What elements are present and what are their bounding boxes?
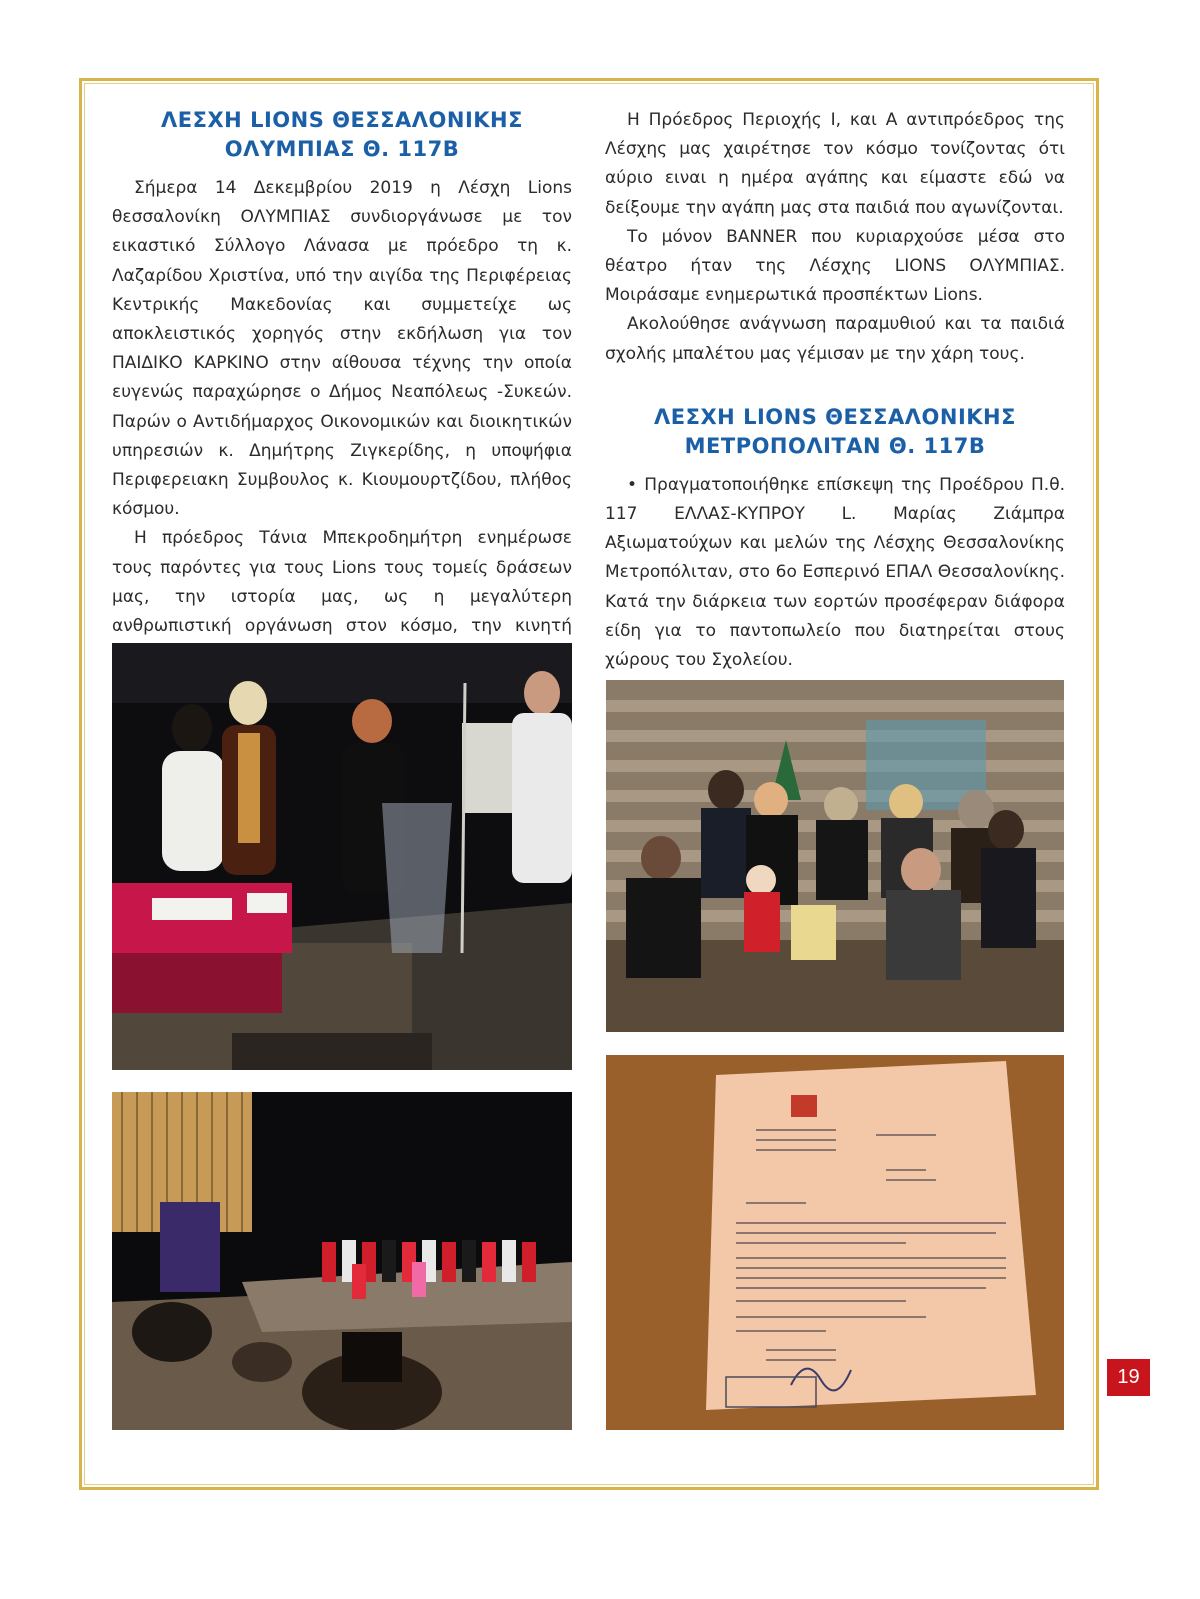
olympias-paragraph-5: Ακολούθησε ανάγνωση παραμυθιού και τα παιδιά σχολής μπαλέτου μας γέμισαν με την χάρη τους.	[605, 314, 1065, 364]
photo-children-performance	[112, 1092, 572, 1430]
photo-stage-speakers	[112, 643, 572, 1070]
olympias-heading	[112, 106, 572, 164]
metropolitan-heading-line1: ΛΕΣΧΗ LIONS ΘΕΣΣΑΛΟΝΙΚΗΣ	[654, 404, 1016, 429]
metropolitan-heading	[605, 403, 1065, 461]
olympias-paragraph-4: Το μόνον BANNER που κυριαρχούσε μέσα στο θέατρο ήταν της Λέσχης LIONS ΟΛΥΜΠΙΑΣ. Μοιράσαμε ενημερωτικά προσπέκτων Lions.	[605, 226, 1065, 306]
olympias-heading-line1: ΛΕΣΧΗ LIONS ΘΕΣΣΑΛΟΝΙΚΗΣ	[161, 108, 523, 132]
page-number-badge: 19	[1107, 1359, 1150, 1396]
olympias-heading-line2: ΟΛΥΜΠΙΑΣ Θ. 117Β	[224, 137, 460, 161]
photo-letter	[606, 1055, 1064, 1430]
photo-group-stairs	[606, 680, 1064, 1032]
olympias-paragraph-2: Η πρόεδρος Τάνια Μπεκροδημήτρη ενημέρωσε τους παρόντες για τους Lions τους τομείς δράσεων μας, την ιστορία μας, ως η μεγαλύτερη ανθρωπιστική οργάνωση στον κόσμο, την κινητή	[112, 528, 572, 637]
metropolitan-heading-line2: ΜΕΤΡΟΠΟΛΙΤΑΝ Θ. 117Β	[684, 433, 986, 458]
olympias-paragraph-1: Σήμερα 14 Δεκεμβρίου 2019 η Λέσχη Lions θεσσαλονίκη ΟΛΥΜΠΙΑΣ συνδιοργάνωσε με τον εικαστικό Σύλλογο Λάνασα με πρόεδρο τη κ. Λαζαρίδου Χριστίνα, υπό την αιγίδα της Περιφέρειας Κεντρικής Μακεδονίας και συμμετείχε ως αποκλειστικός χορηγός στην εκδήλωση για τον ΠΑΙΔΙΚΟ ΚΑΡΚΙΝΟ στην αίθουσα τέχνης την οποία ευγενώς παραχώρησε ο Δήμος Νεαπόλεως -Συκεών. Παρών ο Αντιδήμαρχος Οικονομικών και διοικητικών υπηρεσιών κ. Δημήτρης Ζιγκερίδης, η υποψήφια Περιφερειακη Συμβουλος κ. Κιουμουρτζίδου, πλήθος κόσμου.	[112, 178, 572, 520]
right-column	[605, 106, 1065, 675]
olympias-paragraph-3: Η Πρόεδρος Περιοχής Ι, και Α αντιπρόεδρος της Λέσχης μας χαιρέτησε τον κόσμο τονίζοντας ότι αύριο ειναι η ημέρα αγάπης και είμαστε εδώ να δείξουμε την αγάπη μας στα παιδιά που αγωνίζονται.	[605, 110, 1065, 218]
metropolitan-paragraph: • Πραγματοποιήθηκε επίσκεψη της Προέδρου Π.θ. 117 ΕΛΛΑΣ-ΚΥΠΡΟΥ L. Μαρίας Ζιάμπρα Αξιωματούχων και μελών της Λέσχης Θεσσαλονίκης Μετροπόλιταν, στο 6ο Εσπερινό ΕΠΑΛ Θεσσαλονίκης. Κατά την διάρκεια των εορτών προσέφεραν διάφορα είδη για το παντοπωλείο που διατηρείται στους χώρους του Σχολείου.	[605, 474, 1065, 671]
left-column	[112, 106, 572, 670]
